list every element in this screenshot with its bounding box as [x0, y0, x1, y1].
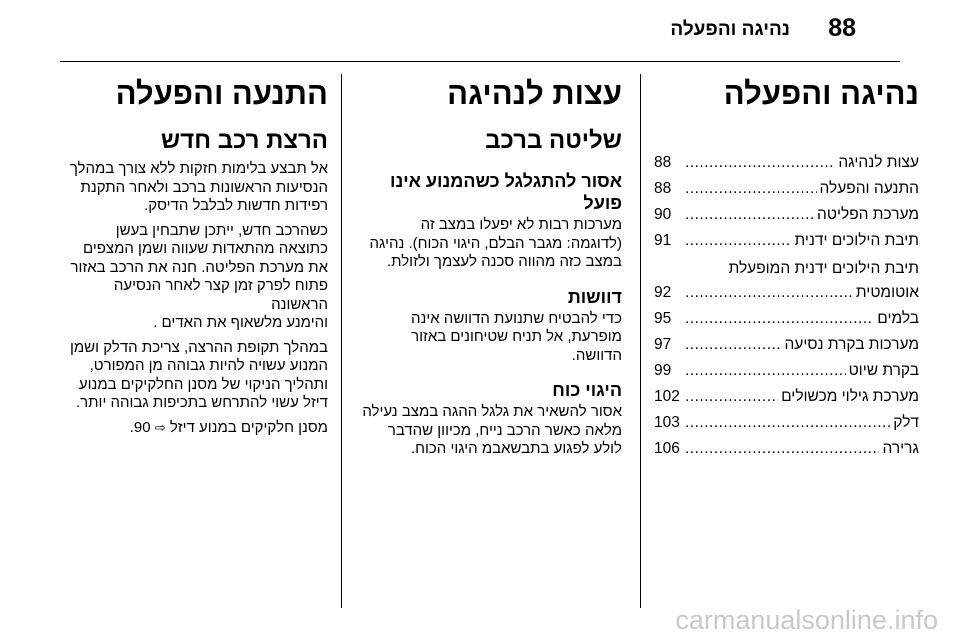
section-heading: היגוי כוח [552, 380, 622, 400]
toc-entry[interactable] [654, 332, 919, 358]
toc-entry[interactable] [654, 410, 919, 436]
text-line: כדי להבטיח שתנועת הדוושה אינה [410, 309, 622, 327]
cross-reference[interactable] [58, 419, 328, 438]
text-line: אל תבצע בלימות חזקות ללא צורך במהלך [69, 160, 328, 177]
section-text [360, 403, 622, 459]
running-section-title: נהיגה והפעלה [670, 19, 790, 40]
text-line: הדוושה. [571, 346, 622, 364]
text-line: ותהליך הניקוי של מסנן החלקיקים במנוע [78, 375, 328, 393]
reference-text: מסנן חלקיקים במנוע דיזל [169, 418, 328, 436]
toc-entry-page: 88 [654, 180, 672, 197]
section-heading: אסור להתגלגל כשהמנוע אינו פועל [390, 171, 622, 213]
section-text [360, 216, 622, 272]
toc-entry[interactable] [654, 202, 919, 228]
toc-leader-dots [685, 410, 890, 436]
header-divider [60, 61, 900, 62]
arrow-reference-icon: ⇨ [154, 419, 166, 435]
left-column-subtitle: הרצת רכב חדש [160, 127, 328, 154]
toc-entry-label: אוטומטית [855, 284, 919, 301]
middle-column-subtitle: שליטה ברכב [485, 127, 622, 154]
toc-leader-dots [685, 332, 781, 358]
toc-entry-label-line1[interactable]: תיבת הילוכים ידנית המופעלת [728, 260, 919, 277]
middle-column-title: עצות לנהיגה [447, 76, 622, 111]
text-line: כתוצאה מהתאדות שעווה ושמן המצפים [82, 240, 328, 257]
toc-entry-page: 106 [654, 440, 680, 457]
toc-entry-page: 97 [654, 336, 672, 353]
toc-leader-dots [685, 150, 835, 176]
text-line: רפידות חדשות לבלבל הדיסק. [144, 197, 328, 214]
toc-entry[interactable] [654, 228, 919, 254]
text-line: את מערכת הפליטה. חנה את הרכב באזור [70, 258, 328, 276]
toc-entry[interactable] [654, 384, 919, 410]
toc-entry-label: התנעה והפעלה [819, 180, 919, 197]
text-line: אסור להשאיר את גלגל ההגה במצב נעילה [362, 403, 622, 420]
text-line: מלאה כאשר הרכב נייח, מכיוון שהדבר [387, 421, 622, 439]
toc-leader-dots [685, 384, 778, 410]
toc-entry-page: 95 [654, 310, 672, 327]
text-line: דיזל עשוי להתרחש בתכיפות גבוהה יותר. [76, 394, 328, 411]
section-text [360, 310, 622, 366]
toc-entry-page: 91 [654, 232, 672, 249]
text-line: (לדוגמה: מגבר הבלם, היגוי הכוח). נהיגה [369, 234, 622, 252]
toc-leader-dots [685, 306, 874, 332]
toc-entry[interactable] [654, 436, 919, 462]
toc-entry[interactable] [654, 358, 919, 384]
toc-entry-page: 103 [654, 414, 680, 431]
toc-leader-dots [685, 358, 846, 384]
text-line: והימנע מלשאוף את האדים . [153, 314, 328, 331]
toc-entry-label: תיבת הילוכים ידנית [794, 232, 919, 249]
column-divider [640, 74, 641, 608]
column-divider [341, 74, 342, 608]
text-line: מערכות רבות לא יפעלו במצב זה [420, 216, 622, 233]
middle-column [360, 74, 622, 465]
toc-entry[interactable] [654, 306, 919, 332]
text-line: המנוע עשויה להיות גבוהה מן המפורט, [89, 357, 328, 374]
paragraph [58, 160, 328, 216]
toc-leader-dots [685, 280, 853, 306]
toc-leader-dots [685, 228, 791, 254]
text-line: במהלך תקופת ההרצה, צריכת הדלק ושמן [69, 338, 328, 356]
toc-leader-dots [685, 436, 879, 462]
toc-entry-label: מערכות בקרת נסיעה [784, 336, 919, 353]
toc-entry-label: בלמים [877, 310, 919, 327]
toc-column [654, 74, 919, 462]
text-line: במצב כזה מהווה סכנה לעצמך ולזולת. [387, 253, 622, 270]
toc-entry-label: בקרת שיוט [848, 362, 919, 379]
toc-entry-label: דלק [893, 414, 919, 431]
table-of-contents [654, 150, 919, 462]
text-line: מופרעת, אל תניח שטיחונים באזור [411, 328, 622, 345]
paragraph [58, 339, 328, 413]
toc-entry-page: 92 [654, 284, 672, 301]
toc-entry[interactable] [654, 280, 919, 306]
toc-entry-page: 90 [654, 206, 672, 223]
watermark: carmanualsonline.info [675, 605, 938, 635]
reference-page: 90. [129, 418, 151, 436]
toc-entry-page: 88 [654, 154, 672, 171]
text-line: פתוח לפרק זמן קצר לאחר הנסיעה הראשונה [113, 277, 328, 313]
text-line: כשהרכב חדש, ייתכן שתבחין בעשן [115, 221, 328, 239]
page-number: 88 [828, 14, 856, 42]
paragraph [58, 222, 328, 333]
toc-entry-page: 102 [654, 388, 680, 405]
toc-entry[interactable] [654, 176, 919, 202]
text-line: הנסיעות הראשונות ברכב ולאחר התקנת [80, 178, 328, 196]
page-header [60, 0, 900, 58]
section-heading: דוושות [567, 286, 622, 307]
toc-entry-label: עצות לנהיגה [838, 154, 919, 171]
toc-entry-page: 99 [654, 362, 672, 379]
toc-entry-label: מערכת גילוי מכשולים [781, 388, 919, 405]
toc-entry-label: גרירה [882, 440, 919, 457]
left-column-title: התנעה והפעלה [115, 76, 328, 111]
toc-leader-dots [685, 176, 817, 202]
toc-entry[interactable] [654, 150, 919, 176]
toc-leader-dots [685, 202, 814, 228]
toc-column-title: נהיגה והפעלה [723, 76, 919, 111]
toc-entry-label: מערכת הפליטה [817, 206, 919, 223]
left-column [58, 74, 328, 443]
text-line: לולע לפגוע בתבשאבמ היגוי הכוח. [410, 440, 622, 457]
